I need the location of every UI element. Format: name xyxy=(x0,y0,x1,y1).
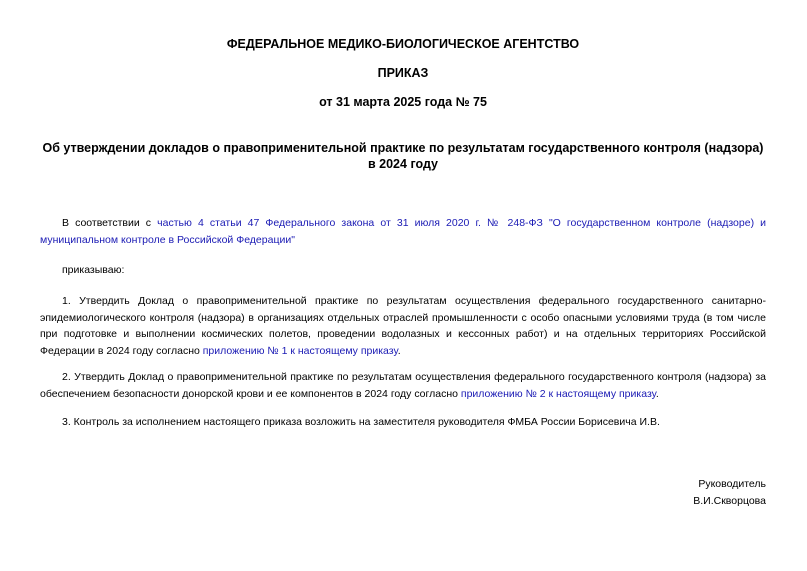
order-word: приказываю: xyxy=(62,264,125,276)
document-type: ПРИКАЗ xyxy=(377,66,429,80)
order-item-1 xyxy=(40,293,766,359)
law-reference-link[interactable]: частью 4 статьи 47 Федерального закона от 31 июля 2020 г. № 248-ФЗ "О государственном контроле (надзоре) и муниципальном контроле в Российской Федерации" xyxy=(40,217,767,246)
basis-paragraph xyxy=(40,215,766,248)
appendix-2-link[interactable]: приложению № 2 к настоящему приказу xyxy=(460,387,656,400)
document-page xyxy=(40,0,766,571)
basis-prefix: В соответствии с xyxy=(62,217,158,229)
signatory-position: Руководитель xyxy=(698,478,766,490)
signatory-name: В.И.Скворцова xyxy=(693,495,766,507)
document-title: Об утверждении докладов о правоприменительной практике по результатам государственного контроля (надзора) в 2024 году xyxy=(42,141,764,171)
order-item-1-text: 1. Утвердить Доклад о правоприменительной практике по результатам осуществления федерального государственного санитарно-эпидемиологического контроля (надзора) в организациях отдельных отраслей промышленности с особо опасными условиями труда (в том числе при подготовке и выполнении космических полетов, проведении водолазных и кессонных работ) и на отдельных территориях Российской Федерации в 2024 году согласно xyxy=(40,295,766,357)
order-item-1-suffix: . xyxy=(397,344,401,357)
order-date-number: от 31 марта 2025 года № 75 xyxy=(319,95,487,109)
order-item-2 xyxy=(40,369,766,402)
appendix-1-link[interactable]: приложению № 1 к настоящему приказу xyxy=(202,344,398,357)
signature-block xyxy=(693,476,766,510)
order-item-2-suffix: . xyxy=(655,387,659,400)
order-item-3: 3. Контроль за исполнением настоящего приказа возложить на заместителя руководителя ФМБА России Борисевича И.В. xyxy=(62,416,660,428)
agency-name: ФЕДЕРАЛЬНОЕ МЕДИКО-БИОЛОГИЧЕСКОЕ АГЕНТСТВО xyxy=(226,37,580,51)
order-item-2-text: 2. Утвердить Доклад о правоприменительной практике по результатам осуществления федерального государственного контроля (надзора) за обеспечением безопасности донорской крови и ее компонентов в 2024 году согласно xyxy=(40,371,766,400)
